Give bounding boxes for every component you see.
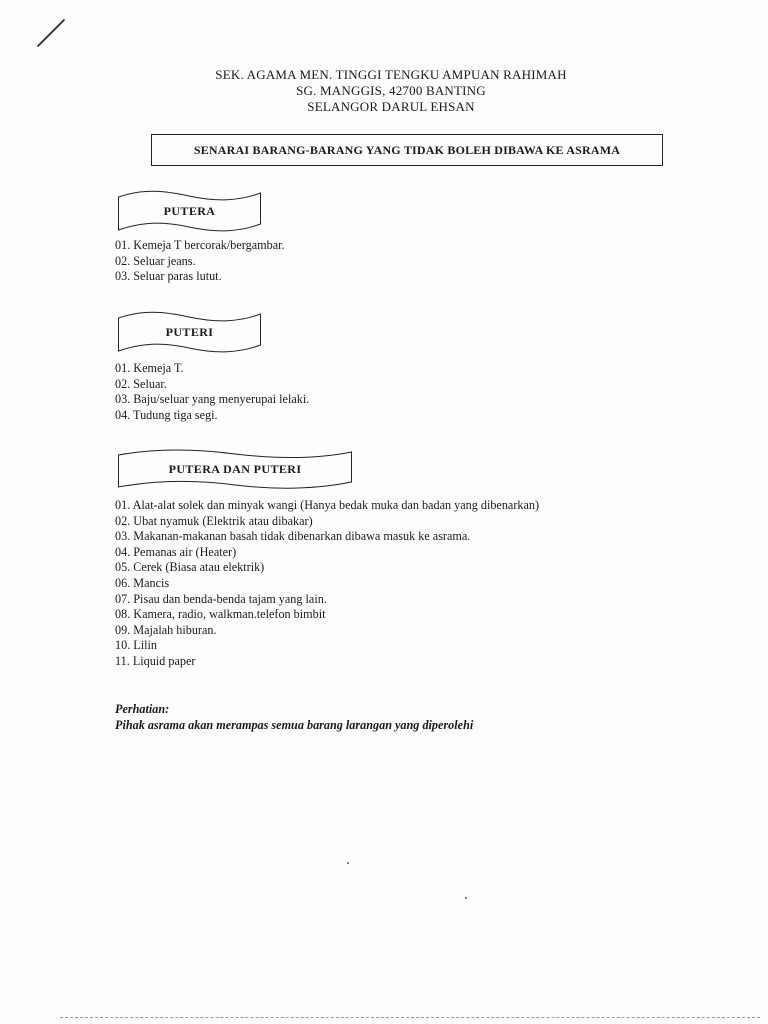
list-item: 09. Majalah hiburan. bbox=[115, 622, 217, 637]
school-state: SELANGOR DARUL EHSAN bbox=[307, 99, 475, 114]
list-item: 06. Mancis bbox=[115, 575, 170, 590]
list-item: 04. Tudung tiga segi. bbox=[115, 407, 218, 422]
list-item: 01. Kemeja T. bbox=[115, 361, 184, 375]
list-item: 02. Seluar jeans. bbox=[115, 253, 196, 268]
section-heading: PUTERA DAN PUTERI bbox=[168, 461, 302, 476]
list-item: 10. Lilin bbox=[115, 638, 157, 653]
scan-edge-line bbox=[60, 1017, 760, 1018]
list-item: 08. Kamera, radio, walkman.telefon bimbit bbox=[115, 607, 326, 622]
list-item: 03. Seluar paras lutut. bbox=[115, 269, 222, 284]
note-label: Perhatian: bbox=[115, 702, 170, 716]
list-item: 03. Makanan-makanan basah tidak dibenarkan dibawa masuk ke asrama. bbox=[115, 529, 471, 544]
school-name: SEK. AGAMA MEN. TINGGI TENGKU AMPUAN RAHIMAH bbox=[215, 67, 567, 82]
list-item: 07. Pisau dan benda-benda tajam yang lain. bbox=[115, 591, 327, 606]
section-banner-putera bbox=[117, 188, 262, 234]
note-text: Pihak asrama akan merampas semua barang larangan yang diperolehi bbox=[115, 718, 474, 732]
pen-stroke-mark bbox=[34, 18, 74, 58]
list-item: 01. Kemeja T bercorak/bergambar. bbox=[115, 238, 285, 252]
list-item: 04. Pemanas air (Heater) bbox=[115, 544, 237, 559]
list-item: 11. Liquid paper bbox=[115, 653, 196, 668]
list-item: 02. Ubat nyamuk (Elektrik atau dibakar) bbox=[115, 513, 313, 528]
scan-speck bbox=[347, 862, 349, 864]
section-banner-putera-dan-puteri bbox=[117, 446, 353, 492]
list-item: 02. Seluar. bbox=[115, 376, 167, 391]
section-heading: PUTERI bbox=[165, 324, 214, 339]
puteri-list bbox=[115, 361, 309, 423]
attention-note bbox=[115, 701, 473, 733]
list-item: 03. Baju/seluar yang menyerupai lelaki. bbox=[115, 392, 310, 407]
school-header bbox=[0, 67, 768, 115]
scan-speck bbox=[465, 897, 467, 899]
school-address: SG. MANGGIS, 42700 BANTING bbox=[296, 83, 486, 98]
list-item: 01. Alat-alat solek dan minyak wangi (Hanya bedak muka dan badan yang dibenarkan) bbox=[115, 498, 540, 512]
putera-list bbox=[115, 238, 285, 285]
section-banner-puteri bbox=[117, 309, 262, 355]
document-title: SENARAI BARANG-BARANG YANG TIDAK BOLEH DIBAWA KE ASRAMA bbox=[151, 134, 663, 166]
section-heading: PUTERA bbox=[163, 203, 216, 218]
list-item: 05. Cerek (Biasa atau elektrik) bbox=[115, 560, 265, 575]
putera-dan-puteri-list bbox=[115, 498, 539, 670]
